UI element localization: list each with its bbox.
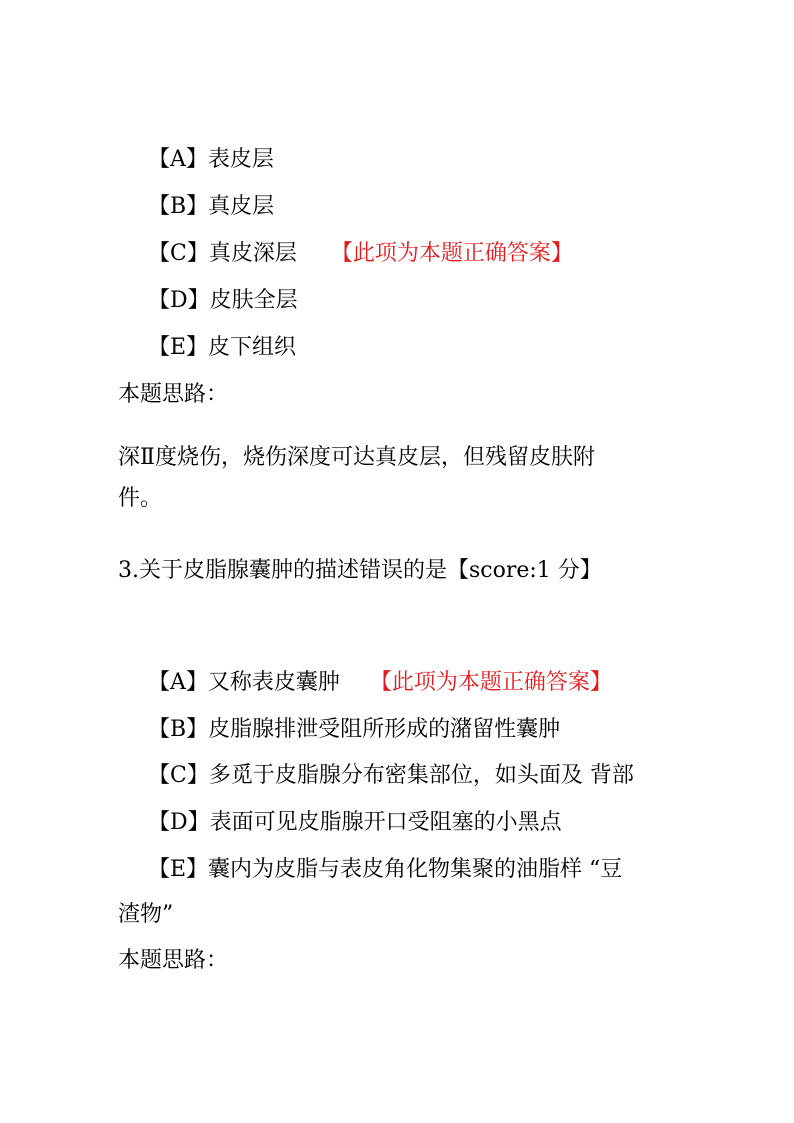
option-text: 【D】表面可见皮脂腺开口受阻塞的小黑点: [148, 810, 562, 835]
option-text: 【E】囊内为皮脂与表皮角化物集聚的油脂样 “豆: [148, 857, 623, 882]
option-b: [148, 715, 560, 745]
option-a: [148, 668, 612, 698]
question-title: 3.关于皮脂腺囊肿的描述错误的是【score:1 分】: [118, 558, 602, 583]
option-text: 【A】又称表皮囊肿: [148, 670, 340, 695]
explanation-line: 深Ⅱ度烧伤，烧伤深度可达真皮层，但残留皮肤附: [118, 445, 595, 470]
option-b: [148, 192, 274, 222]
option-d: [148, 286, 298, 316]
option-text: 【B】真皮层: [148, 194, 275, 219]
explanation-line: 件。: [118, 486, 163, 511]
idea-label: 本题思路：: [118, 382, 229, 407]
idea-label: 本题思路：: [118, 948, 229, 973]
option-text: 【C】多觅于皮脂腺分布密集部位，如头面及 背部: [148, 763, 634, 788]
option-c: [148, 239, 573, 269]
option-text: 【C】真皮深层: [148, 241, 297, 266]
option-d: [148, 808, 562, 838]
option-text: 【B】皮脂腺排泄受阻所形成的潴留性囊肿: [148, 717, 561, 742]
correct-answer-marker: 【此项为本题正确答案】: [330, 241, 573, 266]
correct-answer-marker: 【此项为本题正确答案】: [369, 670, 612, 695]
option-a: [148, 145, 274, 175]
option-e: [148, 333, 296, 363]
option-text: 【E】皮下组织: [148, 335, 297, 360]
option-c: [148, 761, 634, 791]
option-e-continued: 渣物”: [118, 902, 174, 927]
option-text: 【D】皮肤全层: [148, 288, 298, 313]
option-text: 【A】表皮层: [148, 147, 274, 172]
option-e: [148, 855, 622, 885]
